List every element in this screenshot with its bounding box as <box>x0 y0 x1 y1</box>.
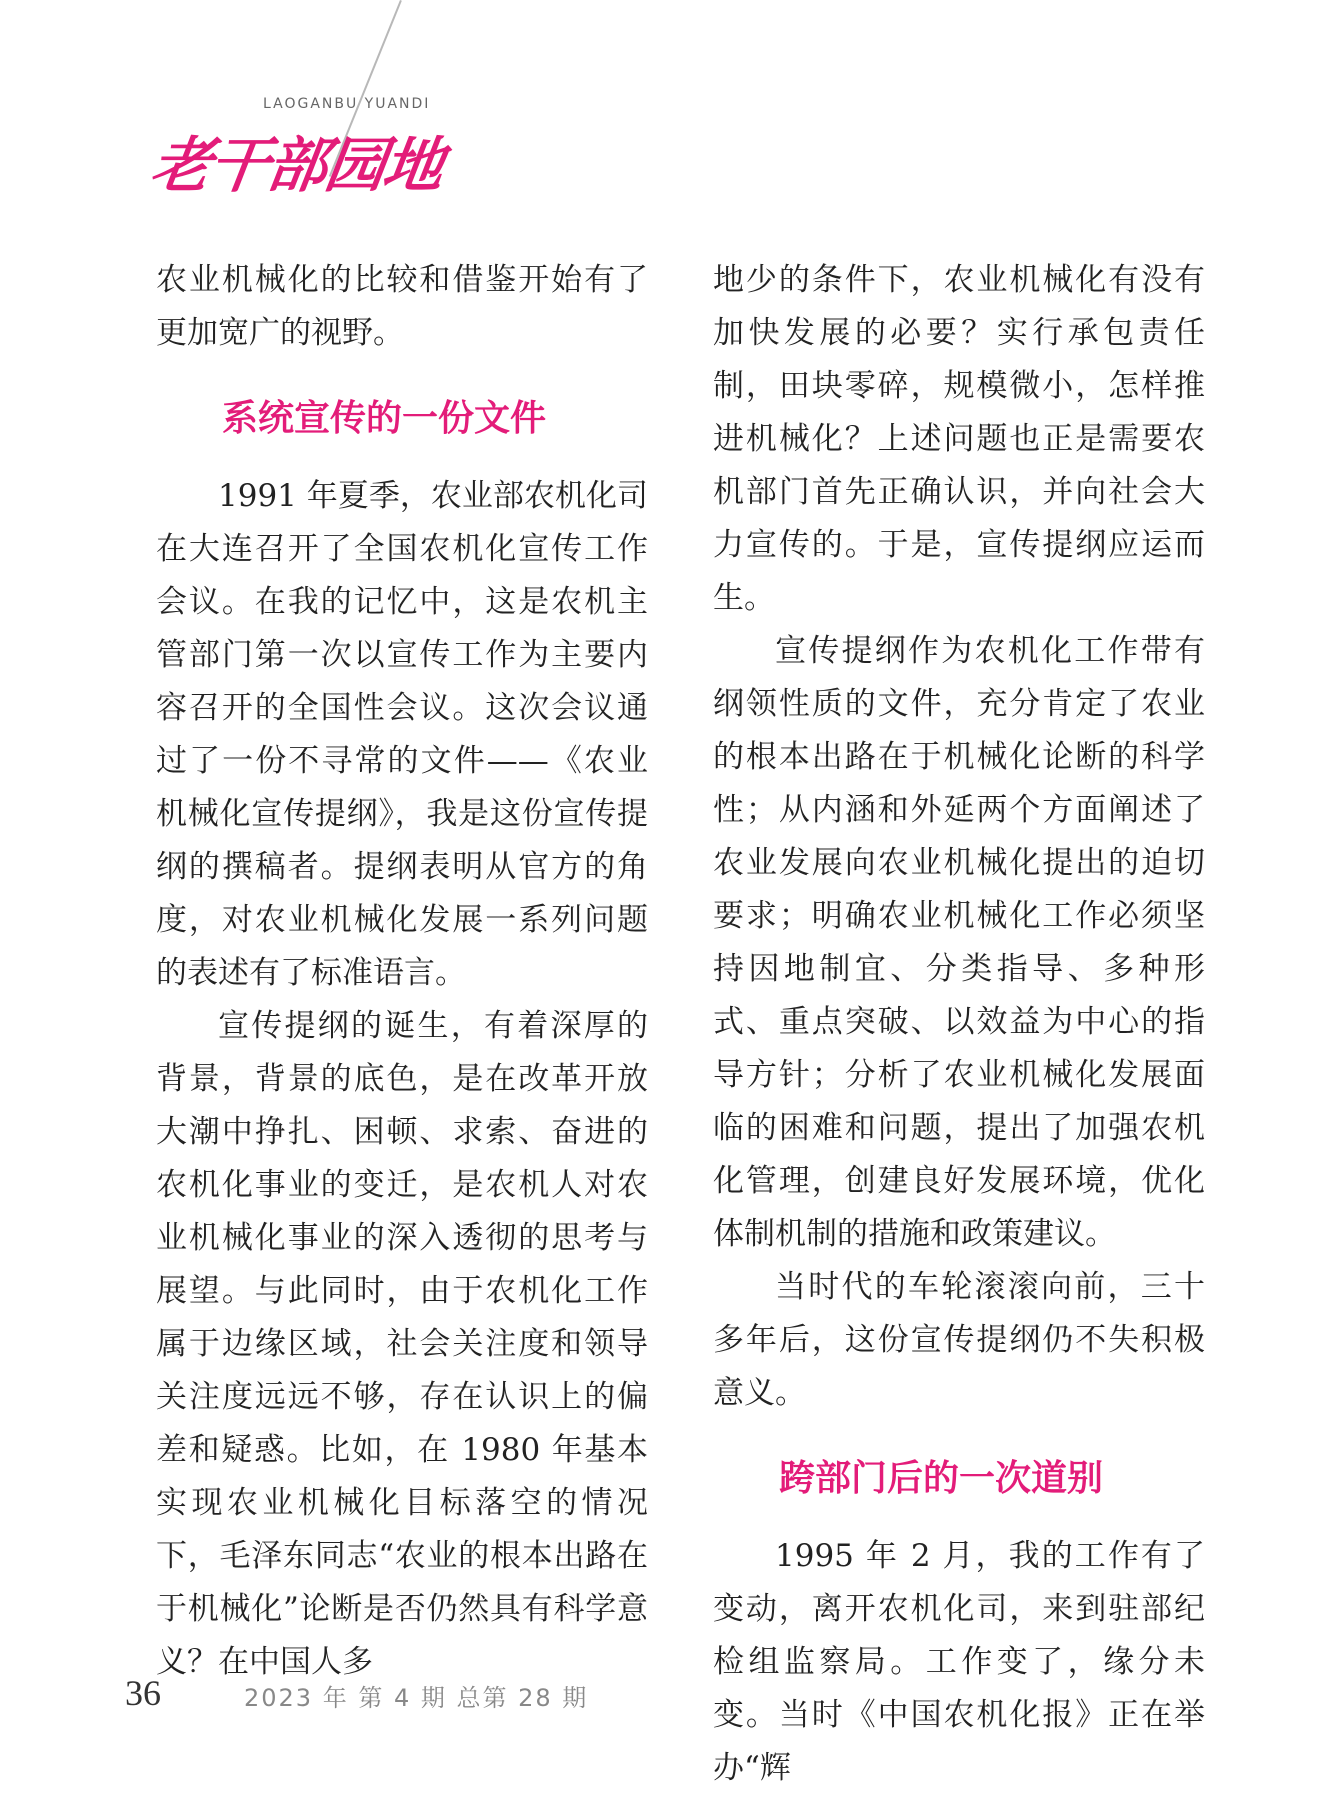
paragraph: 1995 年 2 月，我的工作有了变动，离开农机化司，来到驻部纪检组监察局。工作变了，缘分未变。当时《中国农机化报》正在举办“辉 <box>713 1538 1205 1786</box>
issue-info: 2023 年 第 4 期 总第 28 期 <box>244 1684 589 1712</box>
paragraph: 当时代的车轮滚滚向前，三十多年后，这份宣传提纲仍不失积极意义。 <box>713 1269 1205 1411</box>
paragraph: 农业机械化的比较和借鉴开始有了更加宽广的视野。 <box>156 262 648 351</box>
paragraph: 宣传提纲作为农机化工作带有纲领性质的文件，充分肯定了农业的根本出路在于机械化论断的科学性；从内涵和外延两个方面阐述了农业发展向农业机械化提出的迫切要求；明确农业机械化工作必须坚持因地制宜、分类指导、多种形式、重点突破、以效益为中心的指导方针；分析了农业机械化发展面临的困难和问题，提出了加强农机化管理，创建良好发展环境，优化体制机制的措施和政策建议。 <box>713 633 1205 1252</box>
paragraph: 宣传提纲的诞生，有着深厚的背景，背景的底色，是在改革开放大潮中挣扎、困顿、求索、奋进的农机化事业的变迁，是农机人对农业机械化事业的深入透彻的思考与展望。与此同时，由于农机化工作属于边缘区域，社会关注度和领导关注度远远不够，存在认识上的偏差和疑惑。比如，在 1980 年基本实现农业机械化目标落空的情况下，毛泽东同志“农业的根本出路在于机械化”论断是否仍然具有科学意义？在中国人多 <box>156 1008 648 1680</box>
masthead-logo: 老干部园地 <box>146 131 447 201</box>
page-number: 36 <box>125 1673 161 1713</box>
section-heading: 跨部门后的一次道别 <box>779 1458 1104 1499</box>
right-column <box>713 254 1205 1795</box>
paragraph: 1991 年夏季，农业部农机化司在大连召开了全国农机化宣传工作会议。在我的记忆中，这是农机主管部门第一次以宣传工作为主要内容召开的全国性会议。这次会议通过了一份不寻常的文件——《农业机械化宣传提纲》，我是这份宣传提纲的撰稿者。提纲表明从官方的角度，对农业机械化发展一系列问题的表述有了标准语言。 <box>156 478 648 991</box>
left-column <box>156 254 648 1689</box>
section-heading: 系统宣传的一份文件 <box>222 398 547 439</box>
paragraph: 地少的条件下，农业机械化有没有加快发展的必要？实行承包责任制，田块零碎，规模微小，怎样推进机械化？上述问题也正是需要农机部门首先正确认识，并向社会大力宣传的。于是，宣传提纲应运而生。 <box>713 262 1205 616</box>
masthead-pinyin: LAOGANBU YUANDI <box>263 96 431 112</box>
